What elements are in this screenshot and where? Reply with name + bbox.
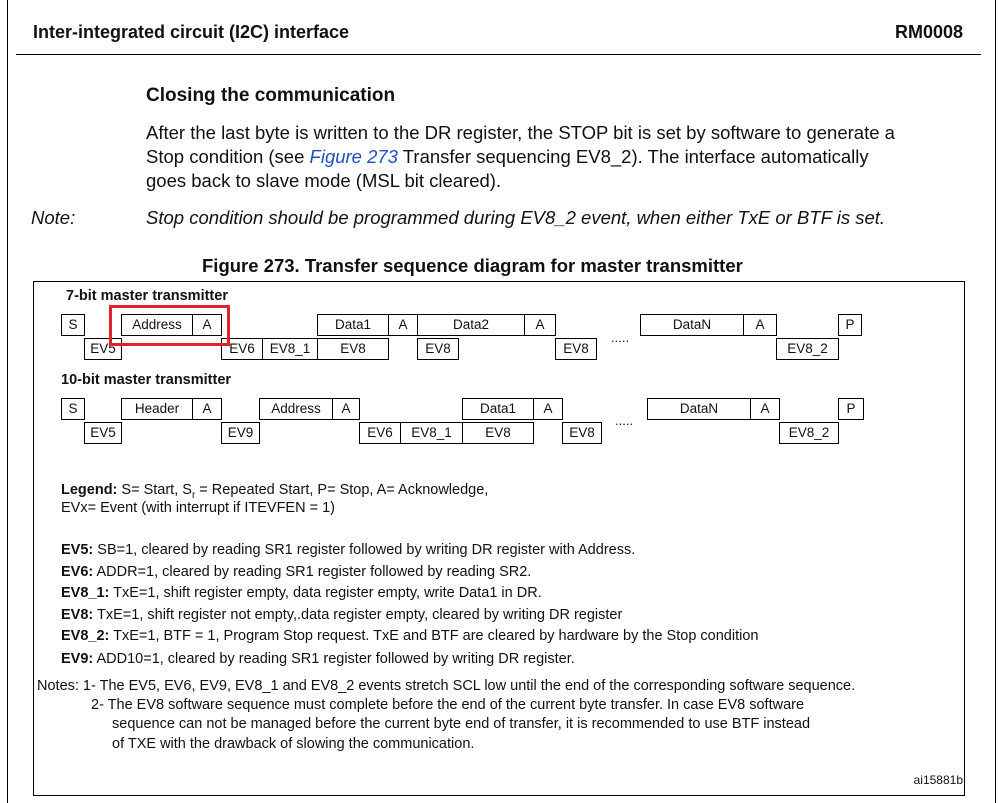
- para-line-2: Stop condition (see Figure 273 Transfer sequencing EV8_2). The interface automatically: [146, 146, 869, 167]
- ev7-ev8-b: EV8: [417, 338, 459, 360]
- ev10-ev8-1: EV8_1: [400, 422, 463, 444]
- seq10-ack-1: A: [192, 398, 222, 420]
- ev7-ev8-2: EV8_2: [776, 338, 839, 360]
- seq10-datan: DataN: [647, 398, 751, 420]
- ev10-ev9: EV9: [221, 422, 260, 444]
- seq7-data2: Data2: [417, 314, 525, 336]
- ev7-ev8-1: EV8_1: [262, 338, 318, 360]
- ev10-ev8-2: EV8_2: [779, 422, 839, 444]
- note-2-cont-1: sequence can not be managed before the current byte end of transfer, it is recommended to use BTF instead: [112, 716, 811, 732]
- note-text: Stop condition should be programmed during EV8_2 event, when either TxE or BTF is set.: [146, 207, 886, 228]
- seq7-stop: P: [838, 314, 862, 336]
- seq10-ack-3: A: [533, 398, 563, 420]
- seq7-address: Address: [121, 314, 193, 336]
- figure-273-link[interactable]: Figure 273: [309, 146, 398, 167]
- ev7-ev8-a: EV8: [317, 338, 389, 360]
- ev7-ev8-c: EV8: [555, 338, 597, 360]
- seq7-ack-3: A: [524, 314, 556, 336]
- ev7-ev5: EV5: [84, 338, 122, 360]
- seq10-header: Header: [121, 398, 193, 420]
- event-ev9: EV9: ADD10=1, cleared by reading SR1 register followed by writing DR register.: [61, 651, 575, 667]
- note-2-cont-2: of TXE with the drawback of slowing the communication.: [112, 736, 475, 752]
- seq10-stop: P: [838, 398, 864, 420]
- seq10-ellipsis: .....: [615, 413, 634, 428]
- note-1: Notes: 1- The EV5, EV6, EV9, EV8_1 and EV8_2 events stretch SCL low until the end of the corresponding software sequence.: [37, 678, 856, 694]
- ev10-ev8-a: EV8: [462, 422, 534, 444]
- section-heading: Closing the communication: [146, 85, 396, 106]
- seq7-start: S: [61, 314, 85, 336]
- event-ev8-2: EV8_2: TxE=1, BTF = 1, Program Stop request. TxE and BTF are cleared by hardware by the Stop condition: [61, 628, 759, 644]
- header-doc-id: RM0008: [894, 22, 963, 42]
- seq7-data1: Data1: [317, 314, 389, 336]
- highlight-box: [109, 305, 230, 346]
- seq7-ack-4: A: [743, 314, 777, 336]
- subtitle-7bit: 7-bit master transmitter: [66, 288, 228, 304]
- note-label: Note:: [31, 207, 76, 228]
- note-2: 2- The EV8 software sequence must complete before the end of the current byte transfer. In case EV8 software: [91, 697, 805, 713]
- figure-id: ai15881b: [913, 773, 963, 787]
- seq10-ack-4: A: [750, 398, 780, 420]
- header-title: Inter-integrated circuit (I2C) interface: [33, 22, 350, 42]
- event-ev5: EV5: SB=1, cleared by reading SR1 register followed by writing DR register with Address.: [61, 542, 636, 558]
- seq10-ack-2: A: [332, 398, 360, 420]
- seq7-ellipsis: .....: [611, 330, 630, 345]
- seq7-datan: DataN: [640, 314, 744, 336]
- para-line-1: After the last byte is written to the DR register, the STOP bit is set by software to generate a: [146, 122, 895, 143]
- subtitle-10bit: 10-bit master transmitter: [61, 372, 232, 388]
- header-rule: [16, 54, 981, 55]
- ev10-ev8-b: EV8: [562, 422, 602, 444]
- seq10-address: Address: [259, 398, 333, 420]
- seq10-data1: Data1: [462, 398, 534, 420]
- event-ev6: EV6: ADDR=1, cleared by reading SR1 register followed by reading SR2.: [61, 564, 532, 580]
- ev7-ev6: EV6: [221, 338, 263, 360]
- para-line-3: goes back to slave mode (MSL bit cleared).: [146, 170, 502, 191]
- ev10-ev5: EV5: [84, 422, 122, 444]
- event-ev8: EV8: TxE=1, shift register not empty,.data register empty, cleared by writing DR register: [61, 607, 623, 623]
- ev10-ev6: EV6: [359, 422, 401, 444]
- seq10-start: S: [61, 398, 85, 420]
- seq7-ack-2: A: [388, 314, 418, 336]
- seq7-ack-1: A: [192, 314, 222, 336]
- event-ev8-1: EV8_1: TxE=1, shift register empty, data register empty, write Data1 in DR.: [61, 585, 542, 601]
- figure-caption: Figure 273. Transfer sequence diagram for master transmitter: [202, 255, 743, 276]
- legend-line-2: EVx= Event (with interrupt if ITEVFEN = 1): [61, 500, 335, 516]
- legend-line-1: Legend: S= Start, $S_r$ = Repeated Start, P= Stop, A= Acknowledge,: [61, 482, 489, 501]
